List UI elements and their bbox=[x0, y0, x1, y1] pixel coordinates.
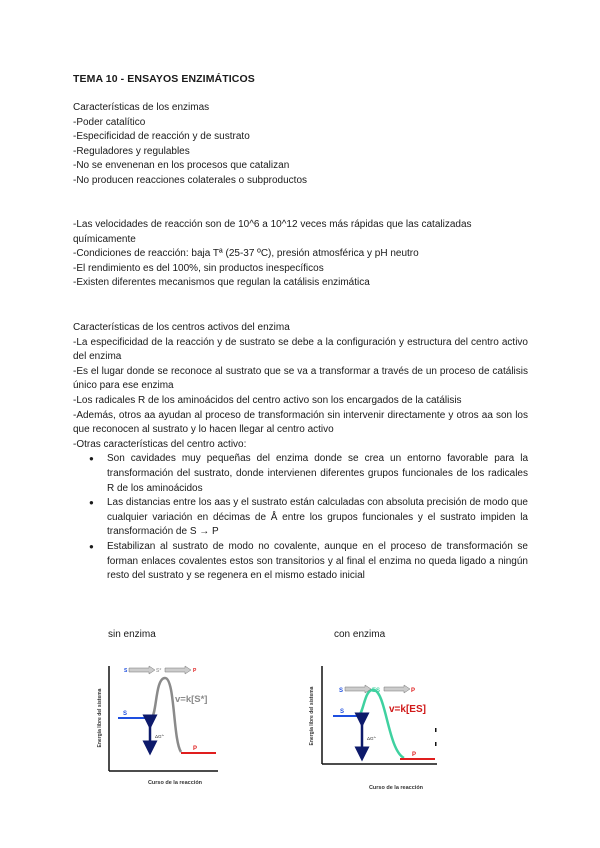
list-item: -Especificidad de reacción y de sustrato bbox=[73, 131, 250, 143]
rate-equation: v=k[ES] bbox=[389, 704, 426, 715]
bullet-item: ● Son cavidades muy pequeñas del enzima donde se crea un entorno favorable para la transformación del sustrato, donde intervienen diferentes grupos funcionales de los radicales R de los aminoácidos bbox=[73, 452, 528, 496]
list-item: -Los radicales R de los aminoácidos del centro activo son los encargados de la catálisis bbox=[73, 394, 462, 406]
list-item: -Condiciones de reacción: baja Tª (25-37 ºC), presión atmosférica y pH neutro bbox=[73, 248, 419, 260]
bullet-list bbox=[73, 452, 528, 583]
section-reaction-properties bbox=[73, 218, 528, 291]
list-item: -El rendimiento es del 100%, sin productos inespecíficos bbox=[73, 262, 324, 274]
energy-curve bbox=[151, 678, 181, 752]
reaction-arrow bbox=[384, 685, 410, 693]
delta-g-label: ΔG°' bbox=[367, 736, 377, 741]
substrate-label: S bbox=[123, 711, 128, 717]
transition-state-label: ES bbox=[372, 688, 381, 694]
section-enzyme-characteristics bbox=[73, 101, 528, 189]
reaction-arrow bbox=[345, 685, 371, 693]
energy-diagram-without-enzyme bbox=[93, 658, 253, 798]
rate-equation: v=k[S*] bbox=[175, 694, 208, 705]
list-item: -Poder catalítico bbox=[73, 116, 146, 128]
list-item: -No producen reacciones colaterales o subproductos bbox=[73, 174, 308, 186]
figure-caption-right: con enzima bbox=[334, 629, 386, 640]
list-item: -Existen diferentes mecanismos que regulan la catálisis enzimática bbox=[73, 277, 370, 289]
product-label: P bbox=[412, 752, 417, 758]
product-label: P bbox=[193, 746, 198, 752]
list-item: -Reguladores y regulables bbox=[73, 145, 190, 157]
substrate-label: S bbox=[340, 709, 345, 715]
list-item: -La especificidad de la reacción y de sustrato se debe a la configuración y estructura del centro activo del enzima bbox=[73, 336, 528, 363]
delta-g-label: ΔG°' bbox=[155, 734, 165, 739]
x-axis-label: Curso de la reacción bbox=[147, 780, 203, 786]
energy-diagram-with-enzyme bbox=[300, 658, 460, 798]
bullet-item: ● Estabilizan al sustrato de modo no covalente, aunque en el proceso de transformación se forman enlaces covalentes estos son transitorios y al final el enzima no queda ligado a ningún resto del sustrato y se regenera en el mismo estado inicial bbox=[73, 540, 528, 584]
figure-caption-left: sin enzima bbox=[108, 629, 156, 640]
edge-mark bbox=[435, 742, 437, 746]
bullet-item: ● Las distancias entre los aas y el sustrato están calculadas con absoluta precisión de modo que cualquier variación en décimas de Å entre los grupos funcionales y el sustrato impiden la transformación de S → P bbox=[73, 496, 528, 540]
section-heading: Características de los centros activos del enzima bbox=[73, 322, 290, 333]
reaction-arrow bbox=[165, 666, 191, 674]
list-item: -Las velocidades de reacción son de 10^6 a 10^12 veces más rápidas que las catalizadas químicamente bbox=[73, 219, 472, 245]
list-item: -Además, otros aa ayudan al proceso de transformación sin intervenir directamente y otros aa son los que reconocen al sustrato y lo hacen llegar al centro activo bbox=[73, 409, 528, 436]
arrow-substrate-label: S bbox=[124, 668, 128, 674]
arrow-product-label: P bbox=[193, 668, 197, 674]
edge-mark bbox=[435, 728, 437, 732]
reaction-arrow bbox=[129, 666, 155, 674]
section-active-site bbox=[73, 321, 528, 584]
transition-state-label: S* bbox=[156, 668, 162, 674]
document-title: TEMA 10 - ENSAYOS ENZIMÁTICOS bbox=[73, 73, 255, 85]
arrow-product-label: P bbox=[411, 688, 416, 694]
list-item: -Otras características del centro activo: bbox=[73, 438, 247, 450]
list-item: -No se envenenan en los procesos que catalizan bbox=[73, 160, 290, 172]
section-heading: Características de los enzimas bbox=[73, 102, 210, 113]
list-item: -Es el lugar donde se reconoce al sustrato que se va a transformar a través de un proceso de catálisis único para ese enzima bbox=[73, 365, 528, 392]
y-axis-label: Energía libre del sistema bbox=[97, 688, 103, 748]
x-axis-label: Curso de la reacción bbox=[368, 785, 424, 791]
energy-curve bbox=[358, 690, 404, 758]
y-axis-label: Energía libre del sistema bbox=[309, 686, 315, 746]
arrow-substrate-label: S bbox=[339, 688, 344, 694]
